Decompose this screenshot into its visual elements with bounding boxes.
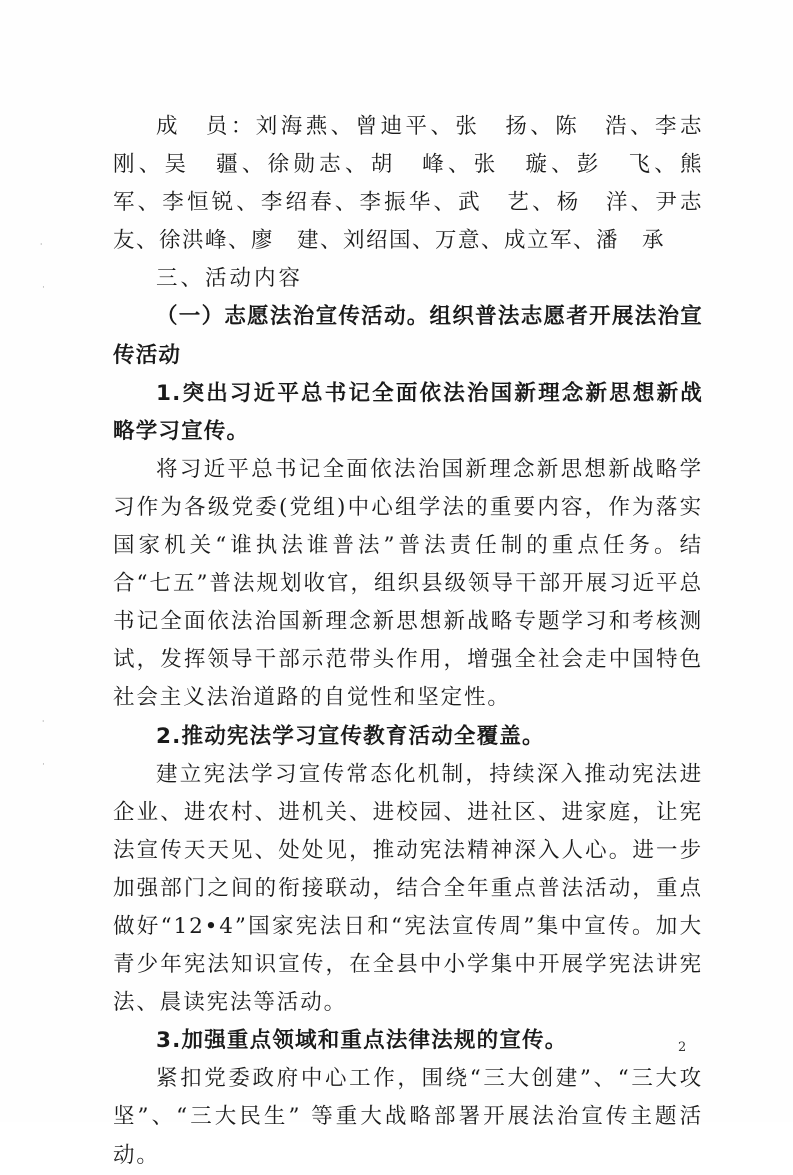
item-body: 紧扣党委政府中心工作，围绕“三大创建”、“三大攻坚”、“三大民生” 等重大战略部署开展法治宣传主题活动。 — [113, 1066, 703, 1168]
subsection-heading: （一）志愿法治宣传活动。组织普法志愿者开展法治宣传活动 — [113, 304, 703, 368]
page-number: 2 — [678, 1040, 687, 1055]
scan-speck: · — [42, 283, 45, 293]
item-body: 建立宪法学习宣传常态化机制，持续深入推动宪法进企业、进农村、进机关、进校园、进社区、进家庭，让宪法宣传天天见、处处见，推动宪法精神深入人心。进一步加强部门之间的衔接联动，结合全年重点普法活动，重点做好“12•4”国家宪法日和“宪法宣传周”集中宣传。加大青少年宪法知识宣传，在全县中小学集中开展学宪法讲宪法、晨读宪法等活动。 — [113, 761, 703, 1016]
section-heading: 三、活动内容 — [156, 266, 304, 292]
members-paragraph: 成 员：刘海燕、曾迪平、张 扬、陈 浩、李志刚、吴 疆、徐勋志、胡 峰、张 璇、彭 飞、熊 军、李恒锐、李绍春、李振华、武 艺、杨 洋、尹志友、徐洪峰、廖 建、刘绍国、万意、成立军、潘 承 — [113, 114, 727, 254]
document-body — [113, 108, 727, 1175]
item-title: 1.突出习近平总书记全面依法治国新理念新思想新战略学习宣传。 — [113, 380, 703, 444]
item-title: 2.推动宪法学习宣传教育活动全覆盖。 — [156, 723, 545, 749]
item-body: 将习近平总书记全面依法治国新理念新思想新战略学习作为各级党委(党组)中心组学法的重要内容，作为落实国家机关“谁执法谁普法”普法责任制的重点任务。结合“七五”普法规划收官，组织县级领导干部开展习近平总书记全面依法治国新理念新思想新战略专题学习和考核测试，发挥领导干部示范带头作用，增强全社会走中国特色社会主义法治道路的自觉性和坚定性。 — [113, 456, 703, 711]
item-title: 3.加强重点领域和重点法律法规的宣传。 — [156, 1028, 568, 1054]
scan-speck: ⸳ — [40, 239, 43, 249]
scan-speck: · — [42, 760, 45, 770]
scan-speck: ⸳ — [42, 716, 45, 726]
